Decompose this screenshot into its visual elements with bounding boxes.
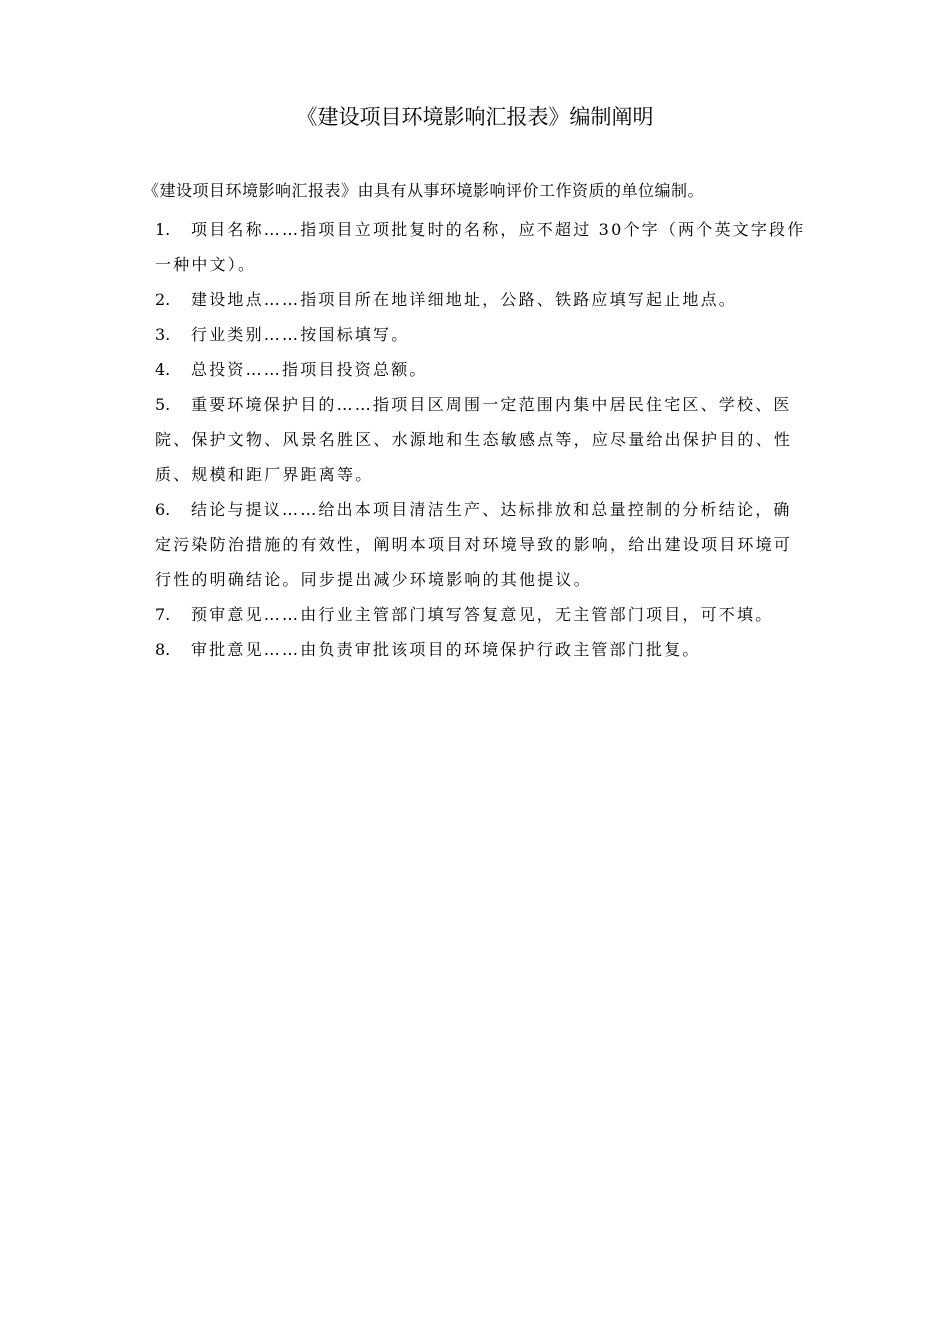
list-item	[155, 352, 840, 387]
list-item	[155, 492, 840, 597]
list-item-text: 预审意见……由行业主管部门填写答复意见，无主管部门项目，可不填。	[191, 605, 774, 624]
list-item-continuation: 一种中文）。	[155, 255, 257, 274]
list-item-first-line	[155, 387, 840, 422]
list-item-continuation: 质、规模和距厂界距离等。	[155, 465, 374, 484]
list-item-number: 3.	[155, 325, 171, 344]
list-item-text: 行业类别……按国标填写。	[191, 325, 410, 344]
list-item-number: 2.	[155, 290, 171, 309]
list-item-first-line	[155, 317, 840, 352]
list-item-number: 4.	[155, 360, 171, 379]
list-item	[155, 632, 840, 667]
list-item-continuation: 院、保护文物、风景名胜区、水源地和生态敏感点等，应尽量给出保护目的、性	[155, 430, 793, 449]
list-item	[155, 597, 840, 632]
list-item	[155, 282, 840, 317]
list-item-continuation: 行性的明确结论。同步提出减少环境影响的其他提议。	[155, 570, 592, 589]
list-item-first-line	[155, 212, 840, 247]
list-item-text: 建设地点……指项目所在地详细地址，公路、铁路应填写起止地点。	[191, 290, 738, 309]
document-title: 《建设项目环境影响汇报表》编制阐明	[296, 105, 654, 129]
list-item-continuation: 定污染防治措施的有效性，阐明本项目对环境导致的影响，给出建设项目环境可	[155, 535, 793, 554]
list-item-text: 结论与提议……给出本项目清洁生产、达标排放和总量控制的分析结论，确	[191, 500, 792, 519]
intro-paragraph: 《建设项目环境影响汇报表》由具有从事环境影响评价工作资质的单位编制。	[143, 181, 705, 200]
list-item-number: 1.	[155, 220, 171, 239]
list-item	[155, 212, 840, 282]
list-item	[155, 317, 840, 352]
list-item-text: 项目名称……指项目立项批复时的名称，应不超过 30个字（两个英文字段作	[191, 220, 806, 239]
list-item-first-line	[155, 282, 840, 317]
list-item-number: 6.	[155, 500, 171, 519]
list-item	[155, 387, 840, 492]
list-item-text: 审批意见……由负责审批该项目的环境保护行政主管部门批复。	[191, 640, 701, 659]
list-item-first-line	[155, 352, 840, 387]
list-item-text: 重要环境保护目的……指项目区周围一定范围内集中居民住宅区、学校、医	[191, 395, 792, 414]
list-item-first-line	[155, 632, 840, 667]
list-item-number: 8.	[155, 640, 171, 659]
list-item-number: 7.	[155, 605, 171, 624]
list-item-text: 总投资……指项目投资总额。	[191, 360, 428, 379]
instruction-list	[155, 212, 840, 667]
list-item-number: 5.	[155, 395, 171, 414]
list-item-first-line	[155, 492, 840, 527]
list-item-first-line	[155, 597, 840, 632]
